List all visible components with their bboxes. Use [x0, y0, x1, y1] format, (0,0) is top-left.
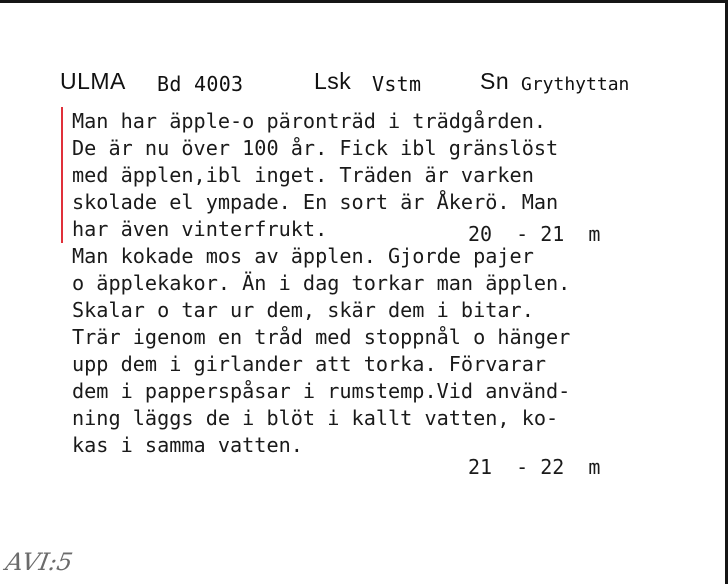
- page-reference: 21 - 22 m: [468, 455, 601, 479]
- body-line: har även vinterfrukt.: [72, 217, 328, 241]
- body-line: Man kokade mos av äpplen. Gjorde pajer: [72, 244, 534, 268]
- body-line: kas i samma vatten.: [72, 433, 303, 457]
- body-line: dem i papperspåsar i rumstemp.Vid använd-: [72, 379, 571, 403]
- body-line: Trär igenom en tråd med stoppnål o hänger: [72, 325, 571, 349]
- page-reference: 20 - 21 m: [468, 222, 601, 246]
- card-top-edge: [0, 0, 728, 3]
- body-line: ning läggs de i blöt i kallt vatten, ko-: [72, 406, 559, 430]
- body-line: upp dem i girlander att torka. Förvarar: [72, 352, 547, 376]
- body-line: med äpplen,ibl inget. Träden är varken: [72, 163, 534, 187]
- header-sn-value: Grythyttan: [521, 74, 630, 95]
- body-line: o äpplekakor. Än i dag torkar man äpplen.: [72, 271, 571, 295]
- body-line: De är nu över 100 år. Fick ibl gränslöst: [72, 136, 559, 160]
- header-lsk-label: Lsk: [314, 68, 352, 94]
- header-archive: ULMA: [60, 68, 126, 94]
- header-volume: Bd 4003: [157, 72, 244, 96]
- body-line: Man har äpple-o päronträd i trädgården.: [72, 109, 547, 133]
- body-line: skolade el ympade. En sort är Åkerö. Man: [72, 190, 559, 214]
- header-sn-label: Sn: [480, 68, 510, 94]
- header-lsk-value: Vstm: [372, 72, 422, 96]
- card-body: [72, 108, 570, 459]
- body-line: Skalar o tar ur dem, skär dem i bitar.: [72, 298, 534, 322]
- red-margin-mark: [61, 107, 63, 243]
- handwritten-signature: AVI:5: [3, 548, 75, 576]
